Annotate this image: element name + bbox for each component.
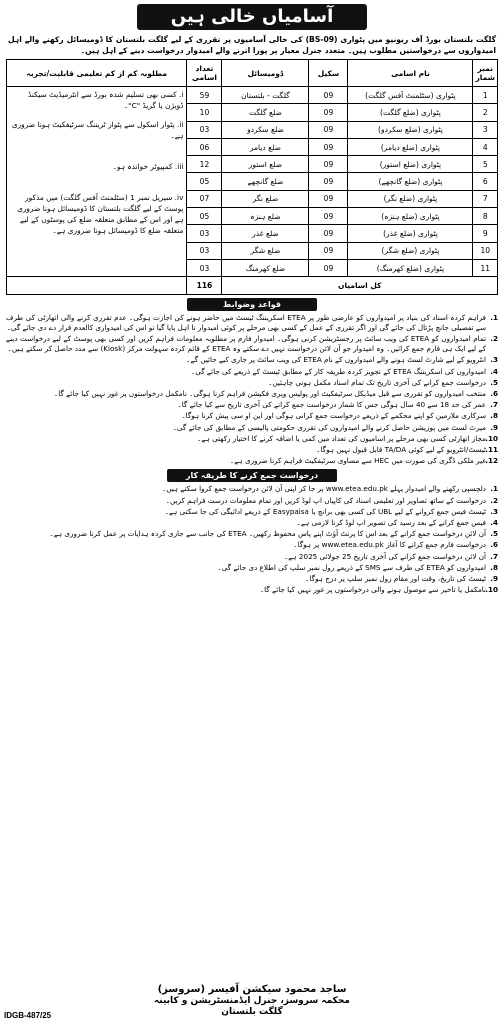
department-name: محکمہ سروسز، جنرل ایڈمنسٹریشن و کابینہ <box>154 996 350 1006</box>
cell-serial: 3 <box>473 121 498 138</box>
item-text: تمام امیدواروں کو ETEA کی ویب سائٹ پر رجسٹریشن کرنی ہوگی۔ امیدوار فارم پر مطلوبہ معلومات فراہم کریں اور کسی بھی پوسٹ کے لیے درخواست دینے کے لیے ایک ہی فارم جمع کرائیں۔ وہ امیدوار جو آن لائن درخواست نہیں دے سکتے وہ ETEA کے قائم کردہ سہولت مرکز (Kiosk) سے مدد حاصل کر سکتے ہیں۔ <box>6 333 486 354</box>
cell-serial: 4 <box>473 138 498 155</box>
list-item <box>6 334 498 354</box>
item-number: 5. <box>490 377 498 387</box>
list-item <box>6 411 498 421</box>
header-count: تعداد اسامی <box>187 60 222 87</box>
item-text: فراہم کردہ اسناد کی بنیاد پر امیدواروں کو عارضی طور پر ETEA اسکریننگ ٹیسٹ میں حاضر ہونے کی اجازت ہوگی۔ عدم تقرری کرنے والی اتھارٹی کی طرف سے تفصیلی جانچ پڑتال کی جائے گی اور اگر تقرری کے عمل کے کسی بھی مرحلے پر کوئی امیدوار نا اہل پایا گیا تو اس کی امیدواری کالعدم قرار دے دی جائے گی۔ <box>6 312 486 332</box>
item-number: 3. <box>490 506 498 516</box>
list-item <box>6 434 498 444</box>
item-text: درخواست جمع کرانے کی آخری تاریخ تک تمام اسناد مکمل ہونی چاہئیں۔ <box>268 377 486 387</box>
item-text: فیس جمع کرانے کے بعد رسید کی تصویر اپ لوڈ کرنا لازمی ہے۔ <box>296 518 486 528</box>
cell-domicile: ضلع شگر <box>222 242 309 259</box>
total-row <box>7 277 498 294</box>
list-item <box>6 540 498 550</box>
cell-count: 03 <box>187 242 222 259</box>
cell-serial: 5 <box>473 156 498 173</box>
item-number: 2. <box>490 333 498 343</box>
cell-count: 06 <box>187 138 222 155</box>
cell-count: 03 <box>187 259 222 276</box>
cell-scale: 09 <box>309 190 348 207</box>
qualification-item: iii. کمپیوٹر خواندہ ہو۔ <box>112 162 184 171</box>
qualification-cell <box>7 87 187 277</box>
item-number: 1. <box>490 312 498 322</box>
item-text: منتخب امیدواروں کو تقرری سے قبل میڈیکل سرٹیفکیٹ اور پولیس ویری فکیشن فراہم کرنا ہوگی۔ نامکمل درخواستوں پر غور نہیں کیا جائے گا۔ <box>54 388 486 398</box>
officer-name: ساجد محمود سیکشن آفیسر (سروسز) <box>157 984 347 995</box>
qualification-item: i. کسی بھی تسلیم شدہ بورڈ سے انٹرمیڈیٹ سیکنڈ ڈویژن یا گریڈ "C"۔ <box>28 90 184 110</box>
ad-code: IDGB-487/25 <box>4 1011 52 1020</box>
header-scale: سکیل <box>309 60 348 87</box>
list-item <box>6 313 498 333</box>
rules-title: قواعد وضوابط <box>187 298 317 311</box>
total-empty <box>7 277 187 294</box>
list-item <box>6 484 498 494</box>
item-text: درخواست فارم جمع کرانے کا آغاز www.etea.edu.pk پر ہوگا۔ <box>293 540 486 550</box>
cell-serial: 9 <box>473 225 498 242</box>
header-qualification: مطلوبہ کم از کم تعلیمی قابلیت/تجربہ <box>7 60 187 87</box>
signature-block <box>6 984 498 1022</box>
cell-post: پٹواری (ضلع استور) <box>348 156 473 173</box>
total-label: کل اسامیاں <box>222 277 498 294</box>
list-item <box>6 389 498 399</box>
list-item <box>6 574 498 584</box>
header-domicile: ڈومیسائل <box>222 60 309 87</box>
list-item <box>6 456 498 466</box>
list-item <box>6 445 498 455</box>
cell-count: 05 <box>187 173 222 190</box>
rules-list <box>6 313 498 467</box>
item-text: امیدواروں کی اسکریننگ ETEA کے تجویز کردہ طریقہ کار کے مطابق ٹیسٹ کے ذریعے کی جائے گی۔ <box>191 366 486 376</box>
total-value: 116 <box>187 277 222 294</box>
list-item <box>6 496 498 506</box>
item-text: میرٹ لسٹ میں پوزیشن حاصل کرنے والے امیدواروں کی تقرری حکومتی پالیسی کے مطابق کی جائے گی۔ <box>172 422 486 432</box>
item-number: 4. <box>490 366 498 376</box>
item-number: 6. <box>490 540 498 550</box>
cell-count: 03 <box>187 121 222 138</box>
list-item <box>6 378 498 388</box>
cell-post: پٹواری (ضلع ہنزہ) <box>348 208 473 225</box>
cell-scale: 09 <box>309 121 348 138</box>
item-number: 1. <box>490 484 498 494</box>
cell-post: پٹواری (ضلع کھرمنگ) <box>348 259 473 276</box>
cell-domicile: ضلع کھرمنگ <box>222 259 309 276</box>
item-number: 8. <box>490 562 498 572</box>
item-text: امیدواروں کو ETEA کی طرف سے SMS کے ذریعے رول نمبر سلپ کی اطلاع دی جائے گی۔ <box>217 562 486 572</box>
list-item <box>6 400 498 410</box>
list-item <box>6 355 498 365</box>
item-text: مجاز اتھارٹی کسی بھی مرحلے پر اسامیوں کی تعداد میں کمی یا اضافہ کرنے کا اختیار رکھتی ہے۔ <box>197 433 486 443</box>
item-text: ٹیسٹ/انٹرویو کے لیے کوئی TA/DA قابل قبول نہیں ہوگا۔ <box>316 445 486 454</box>
cell-scale: 09 <box>309 156 348 173</box>
cell-scale: 09 <box>309 138 348 155</box>
item-number: 9. <box>490 574 498 584</box>
list-item <box>6 585 498 595</box>
item-number: 7. <box>490 400 498 410</box>
item-text: ٹیسٹ کی تاریخ، وقت اور مقام رول نمبر سلپ پر درج ہوگا۔ <box>305 574 486 584</box>
cell-domicile: ضلع گانچھے <box>222 173 309 190</box>
intro-text: گلگت بلتستان بورڈ آف ریونیو میں پٹواری (BS-09) کی خالی آسامیوں پر تقرری کے لیے گلگت بلتستان کا ڈومیسائل رکھنے والے اہل امیدواروں سے درخواستیں مطلوب ہیں۔ متعدد جنرل معیار پر پورا اترنے والے امیدوار درخواست دینے کے اہل ہیں۔ <box>8 35 496 55</box>
header-post: نام اسامی <box>348 60 473 87</box>
item-number: 9. <box>490 422 498 432</box>
cell-domicile: ضلع استور <box>222 156 309 173</box>
table-header-row <box>7 60 498 87</box>
cell-count: 03 <box>187 225 222 242</box>
cell-serial: 8 <box>473 208 498 225</box>
cell-domicile: ضلع غذر <box>222 225 309 242</box>
cell-scale: 09 <box>309 242 348 259</box>
item-number: 7. <box>490 551 498 561</box>
apply-steps-list <box>6 484 498 595</box>
cell-domicile: ضلع ہنزہ <box>222 208 309 225</box>
cell-serial: 2 <box>473 104 498 121</box>
cell-scale: 09 <box>309 208 348 225</box>
cell-count: 10 <box>187 104 222 121</box>
cell-scale: 09 <box>309 173 348 190</box>
list-item <box>6 423 498 433</box>
item-number: 10. <box>485 433 498 443</box>
cell-domicile: ضلع گلگت <box>222 104 309 121</box>
item-text: انٹرویو کے لیے شارٹ لسٹ ہونے والے امیدواروں کے نام ETEA کی ویب سائٹ پر جاری کیے جائیں گے۔ <box>186 355 486 365</box>
item-text: غیر ملکی ڈگری کی صورت میں HEC سے مساوی سرٹیفکیٹ فراہم کرنا ضروری ہے۔ <box>230 456 486 466</box>
item-number: 5. <box>490 529 498 539</box>
cell-post: پٹواری (ضلع دیامر) <box>348 138 473 155</box>
cell-post: پٹواری (ضلع غذر) <box>348 225 473 242</box>
list-item <box>6 518 498 528</box>
item-number: 2. <box>490 495 498 505</box>
item-text: عمر کی حد 18 سے 40 سال ہوگی جس کا شمار درخواست جمع کرانے کی آخری تاریخ سے کیا جائے گا۔ <box>177 400 486 410</box>
item-number: 8. <box>490 411 498 421</box>
item-text: درخواست کے ساتھ تصاویر اور تعلیمی اسناد کی کاپیاں اپ لوڈ کریں اور تمام معلومات درست فراہم کریں۔ <box>165 495 486 505</box>
cell-serial: 7 <box>473 190 498 207</box>
cell-count: 12 <box>187 156 222 173</box>
item-text: ٹیسٹ فیس جمع کروانے کے لیے UBL کی کسی بھی برانچ یا Easypaisa کے ذریعے ادائیگی کی جا سکتی ہے۔ <box>164 506 486 516</box>
cell-domicile: ضلع سکردو <box>222 121 309 138</box>
item-number: 4. <box>490 518 498 528</box>
cell-domicile: گلگت - بلتستان <box>222 87 309 104</box>
header-serial: نمبر شمار <box>473 60 498 87</box>
cell-post: پٹواری (ضلع نگر) <box>348 190 473 207</box>
cell-domicile: ضلع دیامر <box>222 138 309 155</box>
banner-title: آسامیاں خالی ہیں <box>137 4 367 30</box>
cell-post: پٹواری (ضلع شگر) <box>348 242 473 259</box>
cell-serial: 1 <box>473 87 498 104</box>
cell-post: پٹواری (ضلع گانچھے) <box>348 173 473 190</box>
table-row <box>7 87 498 104</box>
region-name: گلگت بلتستان <box>221 1007 283 1017</box>
item-text: نامکمل یا تاخیر سے موصول ہونے والی درخواستوں پر غور نہیں کیا جائے گا۔ <box>259 585 486 595</box>
item-text: آن لائن درخواست جمع کرانے کی آخری تاریخ 25 جولائی 2025 ہے۔ <box>284 551 486 561</box>
cell-count: 59 <box>187 87 222 104</box>
cell-scale: 09 <box>309 259 348 276</box>
list-item <box>6 367 498 377</box>
posts-table <box>6 59 498 295</box>
list-item <box>6 552 498 562</box>
qualification-item: ii. پٹوار اسکول سے پٹوار ٹریننگ سرٹیفکیٹ ہونا ضروری ہے۔ <box>11 120 184 140</box>
cell-count: 05 <box>187 208 222 225</box>
item-number: 3. <box>490 355 498 365</box>
cell-post: پٹواری (ضلع گلگت) <box>348 104 473 121</box>
item-text: آن لائن درخواست جمع کرانے کے بعد اس کا پرنٹ آؤٹ اپنے پاس محفوظ رکھیں۔ ETEA کی جانب سے جاری کردہ ہدایات پر عمل کرنا ضروری ہے۔ <box>49 529 486 539</box>
item-number: 10. <box>485 585 498 595</box>
cell-count: 07 <box>187 190 222 207</box>
item-number: 6. <box>490 388 498 398</box>
cell-post: پٹواری (ضلع سکردو) <box>348 121 473 138</box>
item-number: 11. <box>485 445 498 454</box>
item-number: 12. <box>485 456 498 466</box>
cell-post: پٹواری (سٹلمنٹ آفس گلگت) <box>348 87 473 104</box>
cell-serial: 10 <box>473 242 498 259</box>
cell-serial: 11 <box>473 259 498 276</box>
item-text: دلچسپی رکھنے والے امیدوار پہلے www.etea.edu.pk پر جا کر اپنی آن لائن درخواست جمع کروا سکتے ہیں۔ <box>162 484 486 494</box>
list-item <box>6 529 498 539</box>
cell-domicile: ضلع نگر <box>222 190 309 207</box>
cell-scale: 09 <box>309 104 348 121</box>
cell-scale: 09 <box>309 225 348 242</box>
list-item <box>6 507 498 517</box>
qualification-item: iv. سیریل نمبر 1 (سٹلمنٹ آفس گلگت) میں مذکور پوسٹ کے لیے گلگت بلتستان کا ڈومیسائل ہونا ضروری ہے اور اس کے مطابق متعلقہ ضلع کی پوسٹوں کے لیے متعلقہ ضلع کا ڈومیسائل ہونا ضروری ہے۔ <box>17 193 184 235</box>
list-item <box>6 563 498 573</box>
apply-title: درخواست جمع کرنے کا طریقہ کار <box>167 469 337 482</box>
item-text: سرکاری ملازمین کو اپنے محکمے کے ذریعے درخواست جمع کرانی ہوگی اور این او سی پیش کرنا ہوگا۔ <box>181 411 486 421</box>
cell-scale: 09 <box>309 87 348 104</box>
cell-serial: 6 <box>473 173 498 190</box>
